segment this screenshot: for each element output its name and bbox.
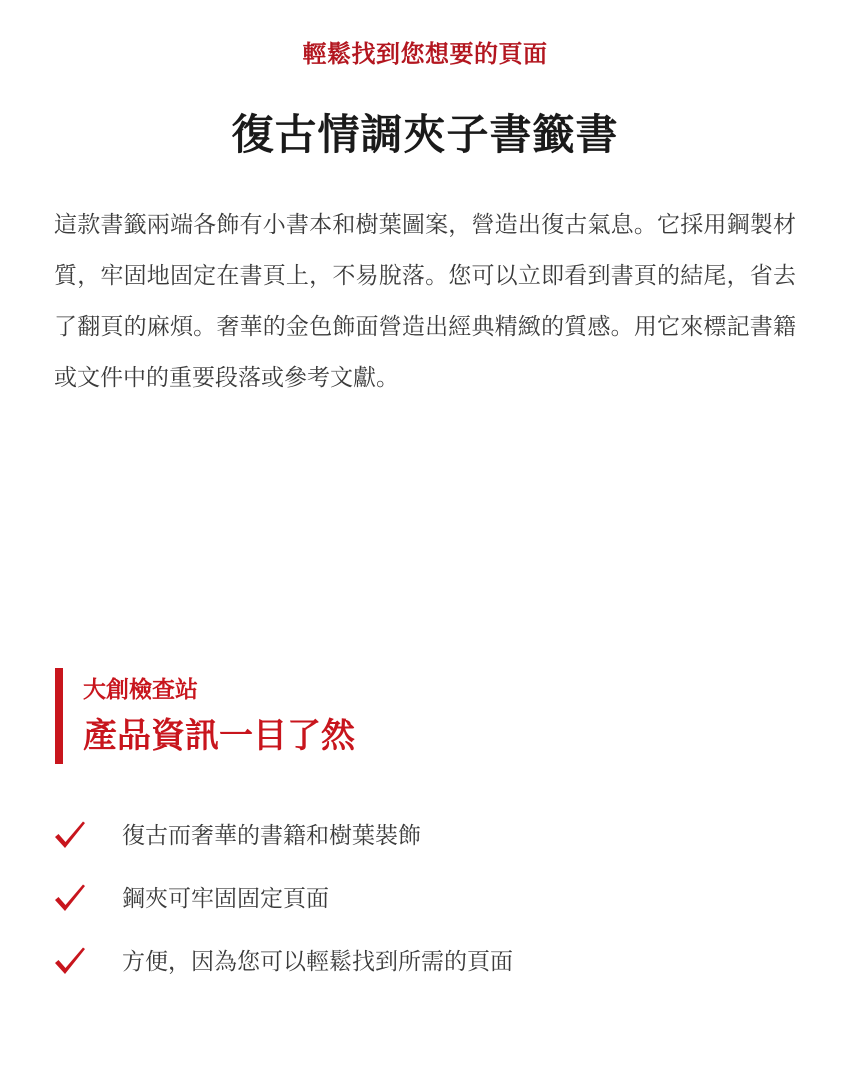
page-title: 復古情調夾子書籤書 bbox=[231, 110, 619, 159]
page-tagline: 輕鬆找到您想要的頁面 bbox=[302, 40, 548, 68]
feature-item bbox=[52, 942, 513, 982]
section-kicker: 大創檢查站 bbox=[83, 677, 198, 703]
feature-text: 方便，因為您可以輕鬆找到所需的頁面 bbox=[122, 949, 513, 975]
feature-item bbox=[52, 879, 513, 919]
section-title: 產品資訊一目了然 bbox=[83, 716, 355, 756]
check-icon bbox=[52, 944, 88, 980]
feature-text: 鋼夾可牢固固定頁面 bbox=[122, 886, 329, 912]
product-description: 這款書籤兩端各飾有小書本和樹葉圖案，營造出復古氣息。它採用鋼製材質，牢固地固定在書頁上，不易脫落。您可以立即看到書頁的結尾，省去了翻頁的麻煩。奢華的金色飾面營造出經典精緻的質感。用它來標記書籍或文件中的重要段落或參考文獻。 bbox=[54, 212, 796, 391]
checkpoint-section-header bbox=[55, 668, 355, 764]
check-icon bbox=[52, 818, 88, 854]
feature-item bbox=[52, 816, 513, 856]
feature-list bbox=[52, 816, 513, 1005]
check-icon bbox=[52, 881, 88, 917]
feature-text: 復古而奢華的書籍和樹葉裝飾 bbox=[122, 823, 421, 849]
